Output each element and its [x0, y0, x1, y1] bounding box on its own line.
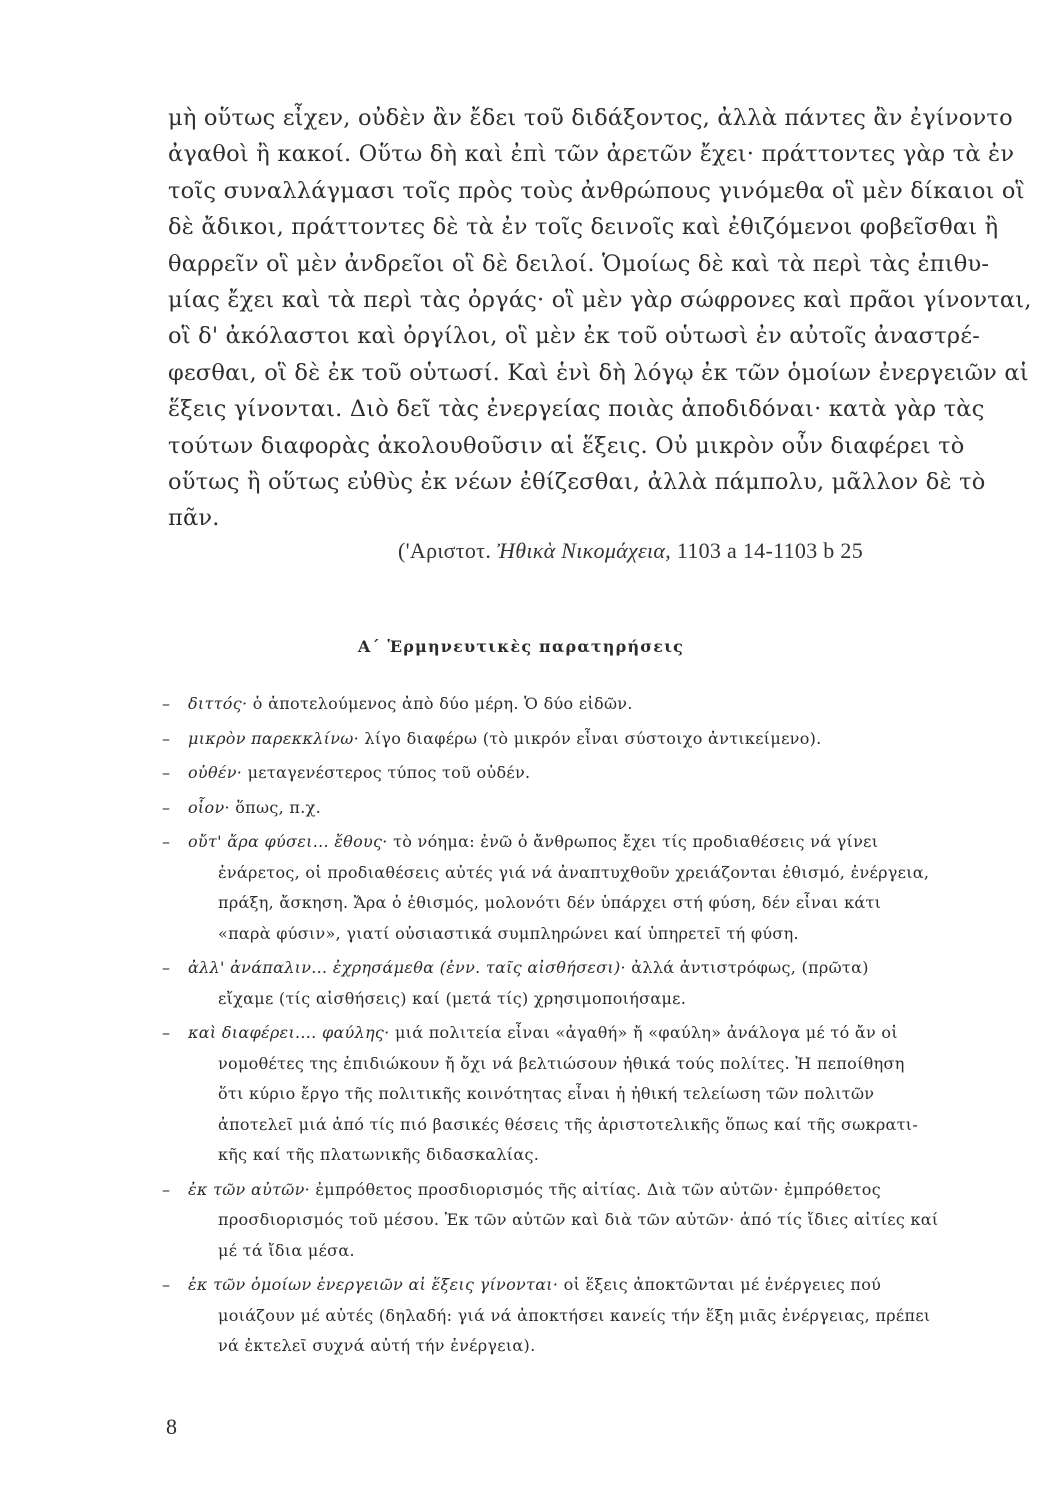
note-item [162, 1175, 1020, 1267]
note-term: διττός· [188, 694, 248, 713]
citation-reference: 1103 a 14-1103 b 25 [671, 538, 863, 563]
note-text: ἀλλά ἀντιστρόφως, (πρῶτα) [631, 958, 869, 977]
note-dash: – [162, 1275, 170, 1294]
note-term: οὔτ' ἄρα φύσει... ἔθους· [188, 832, 388, 851]
note-term: οἷον· [188, 797, 230, 817]
main-text-line: μὴ οὕτως εἶχεν, οὐδὲν ἂν ἔδει τοῦ διδάξοντος, ἀλλὰ πάντες ἂν ἐγίνοντο [168, 105, 1013, 131]
note-dash: – [162, 1179, 170, 1199]
note-term: οὐθέν· [188, 763, 243, 782]
note-text: μιά πολιτεία εἶναι «ἀγαθή» ἤ «φαύλη» ἀνάλογα μέ τό ἄν οἱ [394, 1023, 898, 1042]
main-text-line: τούτων διαφορὰς ἀκολουθοῦσιν αἱ ἕξεις. Οὐ μικρὸν οὖν διαφέρει τὸ [168, 432, 965, 459]
main-text-line: τοῖς συναλλάγμασι τοῖς πρὸς τοὺς ἀνθρώπους γινόμεθα οἳ μὲν δίκαιοι οἳ [168, 177, 1025, 204]
main-text-line: οἳ δ' ἀκόλαστοι καὶ ὀργίλοι, οἳ μὲν ἐκ τοῦ οὑτωσὶ ἐν αὐτοῖς ἀναστρέ- [168, 323, 981, 350]
note-line [188, 793, 1020, 824]
main-text-line: δὲ ἄδικοι, πράττοντες δὲ τὰ ἐν τοῖς δεινοῖς καὶ ἐθιζόμενοι φοβεῖσθαι ἢ [168, 214, 999, 241]
note-line: μέ τά ἴδια μέσα. [218, 1240, 355, 1260]
main-text-line: μίας ἔχει καὶ τὰ περὶ τὰς ὀργάς· οἳ μὲν γὰρ σώφρονες καὶ πρᾶοι γίνονται, [168, 286, 1032, 313]
note-dash: – [162, 728, 170, 748]
note-item [162, 953, 1020, 1014]
note-line: εἴχαμε (τίς αἰσθήσεις) καί (μετά τίς) χρησιμοποιήσαμε. [218, 988, 687, 1008]
notes-list [162, 689, 1020, 1366]
main-text-line: φεσθαι, οἳ δὲ ἐκ τοῦ οὑτωσί. Καὶ ἑνὶ δὴ λόγῳ ἐκ τῶν ὁμοίων ἐνεργειῶν αἱ [168, 359, 1029, 386]
main-text-line: θαρρεῖν οἳ μὲν ἀνδρεῖοι οἳ δὲ δειλοί. Ὁμοίως δὲ καὶ τὰ περὶ τὰς ἐπιθυ- [168, 250, 990, 277]
note-line: ἀποτελεῖ μιά ἀπό τίς πιό βασικές θέσεις τῆς ἀριστοτελικῆς ὅπως καί τῆς σωκρατι- [218, 1114, 919, 1134]
note-line: προσδιορισμός τοῦ μέσου. Ἐκ τῶν αὐτῶν καὶ διὰ τῶν αὐτῶν· ἀπό τίς ἴδιες αἰτίες καί [218, 1210, 939, 1229]
note-line: μοιάζουν μέ αὐτές (δηλαδή: γιά νά ἀποκτήσει κανείς τήν ἕξη μιᾶς ἐνέργειας, πρέπει [218, 1305, 931, 1325]
main-text-line: πᾶν. [168, 505, 220, 532]
main-text-line: ἕξεις γίνονται. Διὸ δεῖ τὰς ἐνεργείας ποιὰς ἀποδιδόναι· κατὰ γὰρ τὰς [168, 396, 985, 423]
note-line [188, 1018, 1020, 1049]
note-line: «παρὰ φύσιν», γιατί οὐσιαστικά συμπληρώνει καί ὑπηρετεῖ τή φύση. [218, 923, 799, 943]
citation-title: Ἠθικὰ Νικομάχεια, [496, 538, 672, 563]
note-line [188, 758, 1020, 789]
note-item [162, 827, 1020, 949]
note-line [188, 1175, 1020, 1206]
citation-prefix: ('Αριστοτ. [398, 538, 497, 563]
note-line: ὅτι κύριο ἔργο τῆς πολιτικῆς κοινότητας εἶναι ἡ ἠθική τελείωση τῶν πολιτῶν [218, 1084, 875, 1103]
note-line: κῆς καί τῆς πλατωνικῆς διδασκαλίας. [218, 1145, 540, 1164]
note-line: ἐνάρετος, οἱ προδιαθέσεις αὐτές γιά νά ἀναπτυχθοῦν χρειάζονται ἐθισμό, ἐνέργεια, [218, 862, 930, 882]
main-text-line: οὕτως ἢ οὕτως εὐθὺς ἐκ νέων ἐθίζεσθαι, ἀλλὰ πάμπολυ, μᾶλλον δὲ τὸ [168, 468, 986, 495]
note-line: νομοθέτες της ἐπιδιώκουν ἤ ὄχι νά βελτιώσουν ἠθικά τούς πολίτες. Ἡ πεποίθηση [218, 1053, 905, 1073]
note-line [188, 724, 1020, 755]
page-number: 8 [166, 1414, 177, 1439]
note-dash: – [162, 958, 170, 977]
note-line [188, 689, 1020, 720]
note-text: τὸ νόημα: ἐνῶ ὁ ἄνθρωπος ἔχει τίς προδιαθέσεις νά γίνει [393, 832, 879, 851]
section-heading: Α΄ Ἑρμηνευτικὲς παρατηρήσεις [357, 637, 685, 656]
note-term: ἐκ τῶν αὐτῶν· [188, 1179, 311, 1199]
note-term: μικρὸν παρεκκλίνω· [188, 728, 359, 748]
note-line: πράξη, ἄσκηση. Ἄρα ὁ ἐθισμός, μολονότι δέν ὑπάρχει στή φύση, δέν εἶναι κάτι [218, 893, 882, 912]
note-text: λίγο διαφέρω (τὸ μικρόν εἶναι σύστοιχο ἀντικείμενο). [364, 728, 822, 748]
note-item [162, 724, 1020, 755]
note-line: νά ἐκτελεῖ συχνά αὐτή τήν ἐνέργεια). [218, 1336, 536, 1355]
note-line [188, 953, 1020, 984]
note-dash: – [162, 1023, 170, 1042]
note-dash: – [162, 797, 170, 817]
note-item [162, 793, 1020, 824]
note-item [162, 689, 1020, 720]
note-text: μεταγενέστερος τύπος τοῦ οὐδέν. [247, 763, 531, 782]
note-text: ὅπως, π.χ. [235, 797, 321, 817]
main-text-line: ἀγαθοὶ ἢ κακοί. Οὕτω δὴ καὶ ἐπὶ τῶν ἀρετῶν ἔχει· πράττοντες γὰρ τὰ ἐν [168, 141, 1015, 168]
note-term: ἐκ τῶν ὁμοίων ἐνεργειῶν αἱ ἕξεις γίνονται· [188, 1275, 559, 1294]
note-dash: – [162, 763, 170, 782]
note-text: ἐμπρόθετος προσδιορισμός τῆς αἰτίας. Διὰ τῶν αὐτῶν· ἐμπρόθετος [315, 1179, 881, 1199]
note-term: ἀλλ' ἀνάπαλιν... ἐχρησάμεθα (ἐνν. ταῖς αἰσθήσεσι)· [188, 958, 626, 977]
note-dash: – [162, 832, 170, 851]
note-term: καὶ διαφέρει.... φαύλης· [188, 1023, 390, 1042]
citation [398, 538, 863, 564]
note-text: ὁ ἀποτελούμενος ἀπὸ δύο μέρη. Ὁ δύο εἰδῶν. [252, 694, 633, 713]
note-item [162, 1270, 1020, 1362]
note-line [188, 827, 1020, 858]
note-line [188, 1270, 1020, 1301]
note-item [162, 758, 1020, 789]
note-text: οἱ ἕξεις ἀποκτῶνται μέ ἐνέργειες πού [563, 1275, 882, 1294]
note-item [162, 1018, 1020, 1171]
main-text-block [168, 100, 1032, 537]
note-dash: – [162, 694, 170, 713]
